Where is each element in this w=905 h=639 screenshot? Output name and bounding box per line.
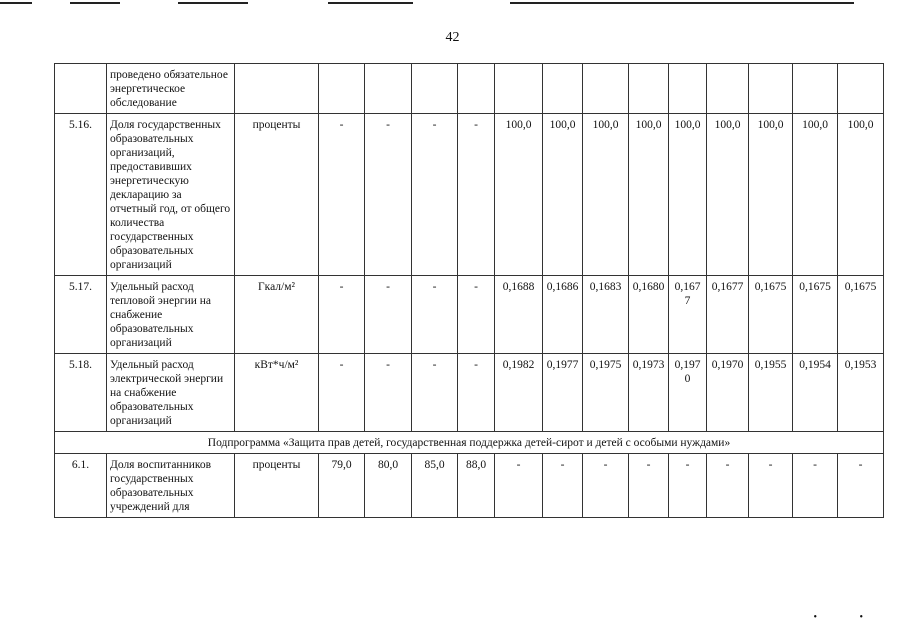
header-rule-3 — [178, 2, 248, 4]
value-cell: - — [707, 454, 749, 518]
subprogram-row — [55, 432, 884, 454]
value-cell: 0,1970 — [707, 354, 749, 432]
value-cell: 100,0 — [543, 114, 583, 276]
value-cell — [458, 64, 495, 114]
value-cell: 100,0 — [583, 114, 629, 276]
header-rule-1 — [0, 2, 32, 4]
scan-specks: • • — [813, 612, 883, 623]
value-cell: 0,1977 — [543, 354, 583, 432]
value-cell: - — [749, 454, 793, 518]
value-cell: - — [583, 454, 629, 518]
value-cell: 85,0 — [412, 454, 458, 518]
value-cell: - — [838, 454, 884, 518]
value-cell: - — [458, 114, 495, 276]
value-cell: - — [365, 354, 412, 432]
value-cell: 100,0 — [669, 114, 707, 276]
value-cell: 100,0 — [707, 114, 749, 276]
indicator-name: проведено обязательное энергетическое обследование — [107, 64, 235, 114]
value-cell: - — [412, 354, 458, 432]
value-cell: - — [319, 114, 365, 276]
subprogram-title: Подпрограмма «Защита прав детей, государственная поддержка детей-сирот и детей с особыми нуждами» — [55, 432, 884, 454]
value-cell: 100,0 — [838, 114, 884, 276]
value-cell — [365, 64, 412, 114]
unit-of-measure: проценты — [235, 454, 319, 518]
value-cell: - — [543, 454, 583, 518]
value-cell: 0,1953 — [838, 354, 884, 432]
value-cell: - — [365, 114, 412, 276]
value-cell: 100,0 — [793, 114, 838, 276]
value-cell: - — [458, 276, 495, 354]
value-cell: 100,0 — [749, 114, 793, 276]
value-cell: - — [629, 454, 669, 518]
value-cell: 0,1675 — [793, 276, 838, 354]
value-cell: 0,1675 — [749, 276, 793, 354]
value-cell — [669, 64, 707, 114]
indicator-name: Доля государственных образовательных организаций, предоставивших энергетическую декларацию за отчетный год, от общего количества государственных образовательных организаций — [107, 114, 235, 276]
header-rule-4 — [328, 2, 413, 4]
page-number: 42 — [445, 30, 460, 45]
value-cell: 0,1975 — [583, 354, 629, 432]
header-rule-2 — [70, 2, 120, 4]
table-row — [55, 276, 884, 354]
value-cell: 0,1954 — [793, 354, 838, 432]
value-cell: 0,1683 — [583, 276, 629, 354]
value-cell: 0,1680 — [629, 276, 669, 354]
table-row — [55, 114, 884, 276]
value-cell: - — [495, 454, 543, 518]
value-cell — [412, 64, 458, 114]
value-cell: 0,1688 — [495, 276, 543, 354]
unit-of-measure: кВт*ч/м² — [235, 354, 319, 432]
value-cell: 0,1982 — [495, 354, 543, 432]
value-cell — [838, 64, 884, 114]
value-cell: 0,1675 — [838, 276, 884, 354]
value-cell — [749, 64, 793, 114]
value-cell: - — [458, 354, 495, 432]
value-cell: - — [412, 276, 458, 354]
value-cell — [629, 64, 669, 114]
value-cell: 0,1970 — [669, 354, 707, 432]
value-cell — [495, 64, 543, 114]
header-rule-5 — [510, 2, 854, 4]
unit-of-measure: проценты — [235, 114, 319, 276]
row-number: 5.16. — [55, 114, 107, 276]
value-cell: 100,0 — [495, 114, 543, 276]
table-row — [55, 354, 884, 432]
value-cell: 0,1955 — [749, 354, 793, 432]
row-number — [55, 64, 107, 114]
indicators-table — [54, 63, 884, 518]
value-cell — [543, 64, 583, 114]
value-cell — [319, 64, 365, 114]
indicator-name: Доля воспитанников государственных образовательных учреждений для — [107, 454, 235, 518]
value-cell: 0,1973 — [629, 354, 669, 432]
row-number: 6.1. — [55, 454, 107, 518]
value-cell: - — [365, 276, 412, 354]
value-cell: 0,1677 — [669, 276, 707, 354]
value-cell: 100,0 — [629, 114, 669, 276]
indicator-name: Удельный расход электрической энергии на снабжение образовательных организаций — [107, 354, 235, 432]
value-cell — [793, 64, 838, 114]
value-cell: 80,0 — [365, 454, 412, 518]
value-cell: - — [793, 454, 838, 518]
indicator-name: Удельный расход тепловой энергии на снабжение образовательных организаций — [107, 276, 235, 354]
value-cell: - — [412, 114, 458, 276]
unit-of-measure: Гкал/м² — [235, 276, 319, 354]
table-row — [55, 454, 884, 518]
row-number: 5.18. — [55, 354, 107, 432]
unit-of-measure — [235, 64, 319, 114]
value-cell: - — [319, 276, 365, 354]
value-cell: 0,1686 — [543, 276, 583, 354]
table-row — [55, 64, 884, 114]
value-cell: - — [319, 354, 365, 432]
row-number: 5.17. — [55, 276, 107, 354]
value-cell: 0,1677 — [707, 276, 749, 354]
value-cell: 88,0 — [458, 454, 495, 518]
value-cell — [707, 64, 749, 114]
value-cell — [583, 64, 629, 114]
value-cell: 79,0 — [319, 454, 365, 518]
value-cell: - — [669, 454, 707, 518]
